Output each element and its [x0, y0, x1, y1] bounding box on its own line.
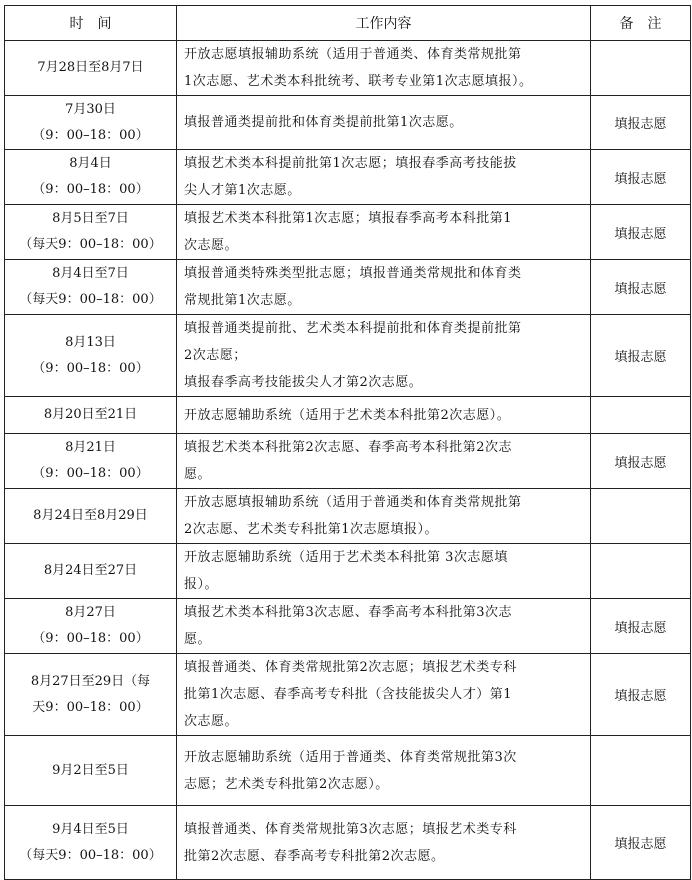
time-cell	[5, 654, 177, 736]
time-cell	[5, 96, 177, 150]
note-cell	[591, 397, 691, 434]
header-time: 时 间	[5, 6, 177, 41]
content-cell	[177, 489, 591, 544]
content-line: 次志愿。	[184, 238, 239, 253]
time-line: 8月21日	[65, 440, 116, 455]
content-line: 开放志愿填报辅助系统（适用于普通类、体育类常规批第	[184, 47, 522, 62]
content-cell	[177, 397, 591, 434]
time-line: （9：00–18：00）	[32, 466, 149, 481]
time-line: （9：00–18：00）	[32, 360, 149, 376]
time-line: （每天9：00–18：00）	[19, 847, 162, 863]
content-cell	[177, 150, 591, 205]
time-cell	[5, 205, 177, 260]
content-line: 开放志愿填报辅助系统（适用于普通类和体育类常规批第	[184, 495, 522, 510]
time-cell	[5, 544, 177, 599]
note-cell: 填报志愿	[591, 654, 691, 736]
note-cell: 填报志愿	[591, 315, 691, 397]
header-note: 备 注	[591, 6, 691, 41]
content-cell	[177, 654, 591, 736]
time-cell	[5, 736, 177, 806]
content-cell	[177, 599, 591, 654]
content-line: 2次志愿；	[184, 348, 247, 363]
schedule-table	[4, 5, 691, 880]
time-line: 9月4日至5日	[52, 821, 129, 837]
time-line: 8月24日至27日	[43, 563, 138, 578]
time-line: 7月28日至8月7日	[37, 60, 144, 75]
header-content: 工作内容	[177, 6, 591, 41]
content-line: 愿。	[184, 632, 212, 647]
content-line: 填报艺术类本科批第2次志愿、春季高考本科批第2次志	[184, 440, 513, 455]
time-cell	[5, 41, 177, 96]
time-cell	[5, 315, 177, 397]
content-line: 尖人才第1次志愿。	[184, 183, 301, 198]
content-cell	[177, 96, 591, 150]
content-line: 2次志愿、艺术类专科批第1次志愿填报）。	[184, 522, 439, 537]
content-line: 填报艺术类本科批第3次志愿、春季高考本科批第3次志	[184, 605, 513, 620]
time-cell	[5, 260, 177, 315]
table-row	[5, 599, 691, 654]
note-cell: 填报志愿	[591, 434, 691, 489]
time-line: 8月5日至7日	[52, 211, 129, 226]
note-cell: 填报志愿	[591, 205, 691, 260]
content-cell	[177, 434, 591, 489]
table-row	[5, 150, 691, 205]
content-line: 填报艺术类本科批第1次志愿；填报春季高考本科批第1	[184, 211, 513, 226]
content-line: 次志愿。	[184, 714, 239, 729]
time-line: （9：00–18：00）	[32, 631, 149, 646]
table-row	[5, 489, 691, 544]
note-cell: 填报志愿	[591, 260, 691, 315]
content-line: 批第1次志愿、春季高考专科批（含技能拔尖人才）第1	[184, 687, 513, 702]
content-cell	[177, 544, 591, 599]
time-cell	[5, 599, 177, 654]
table-row	[5, 205, 691, 260]
table-row	[5, 434, 691, 489]
content-line: 志愿；艺术类专科批第2次志愿）。	[184, 776, 389, 792]
time-cell	[5, 397, 177, 434]
time-cell	[5, 489, 177, 544]
content-cell	[177, 260, 591, 315]
time-line: （每天9：00–18：00）	[19, 237, 162, 252]
content-cell	[177, 806, 591, 880]
note-cell	[591, 41, 691, 96]
table-row	[5, 260, 691, 315]
time-line: 8月4日	[69, 156, 112, 171]
time-line: 8月4日至7日	[52, 266, 129, 281]
table-header-row	[5, 6, 691, 41]
content-cell	[177, 41, 591, 96]
note-cell	[591, 736, 691, 806]
table-row	[5, 654, 691, 736]
content-cell	[177, 315, 591, 397]
content-line: 填报普通类、体育类常规批第2次志愿；填报艺术类专科	[184, 660, 517, 675]
note-cell: 填报志愿	[591, 150, 691, 205]
content-line: 填报普通类、体育类常规批第3次志愿；填报艺术类专科	[184, 821, 517, 837]
table-row	[5, 397, 691, 434]
content-line: 填报春季高考技能拔尖人才第2次志愿。	[184, 375, 423, 390]
content-line: 批第2次志愿、春季高考专科批第2次志愿。	[184, 848, 445, 864]
table-row	[5, 96, 691, 150]
table-row	[5, 806, 691, 880]
time-line: 8月24日至8月29日	[33, 508, 148, 523]
content-line: 填报艺术类本科提前批第1次志愿；填报春季高考技能拔	[184, 156, 517, 171]
time-line: 7月30日	[65, 101, 116, 117]
time-line: （9：00–18：00）	[32, 127, 149, 143]
table-row	[5, 315, 691, 397]
time-line: 8月13日	[65, 334, 116, 350]
note-cell: 填报志愿	[591, 806, 691, 880]
content-line: 填报普通类特殊类型批志愿；填报普通类常规批和体育类	[184, 266, 522, 281]
content-line: 报）。	[184, 577, 219, 592]
table-row	[5, 736, 691, 806]
time-cell	[5, 434, 177, 489]
time-line: 9月2日至5日	[52, 762, 129, 778]
table-row	[5, 41, 691, 96]
content-line: 开放志愿辅助系统（适用于艺术类本科批第 3次志愿填	[184, 550, 508, 565]
note-cell: 填报志愿	[591, 96, 691, 150]
time-line: 天9：00–18：00）	[32, 699, 149, 715]
content-line: 常规批第1次志愿。	[184, 293, 301, 308]
time-line: 8月20日至21日	[43, 407, 138, 422]
content-line: 填报普通类提前批、艺术类本科提前批和体育类提前批第	[184, 321, 522, 336]
note-cell: 填报志愿	[591, 599, 691, 654]
table-body	[5, 41, 691, 880]
content-line: 开放志愿辅助系统（适用于普通类、体育类常规批第3次	[184, 749, 517, 765]
time-cell	[5, 806, 177, 880]
time-line: 8月27日至29日（每	[30, 673, 151, 689]
time-line: （9：00–18：00）	[32, 182, 149, 197]
time-line: 8月27日	[65, 605, 116, 620]
content-line: 1次志愿、艺术类本科批统考、联考专业第1次志愿填报）。	[184, 74, 533, 89]
content-line: 开放志愿辅助系统（适用于艺术类本科批第2次志愿）。	[184, 407, 511, 423]
content-cell	[177, 205, 591, 260]
content-line: 愿。	[184, 467, 212, 482]
table-row	[5, 544, 691, 599]
content-cell	[177, 736, 591, 806]
note-cell	[591, 544, 691, 599]
time-line: （每天9：00–18：00）	[19, 292, 162, 307]
note-cell	[591, 489, 691, 544]
time-cell	[5, 150, 177, 205]
content-line: 填报普通类提前批和体育类提前批第1次志愿。	[184, 115, 463, 130]
